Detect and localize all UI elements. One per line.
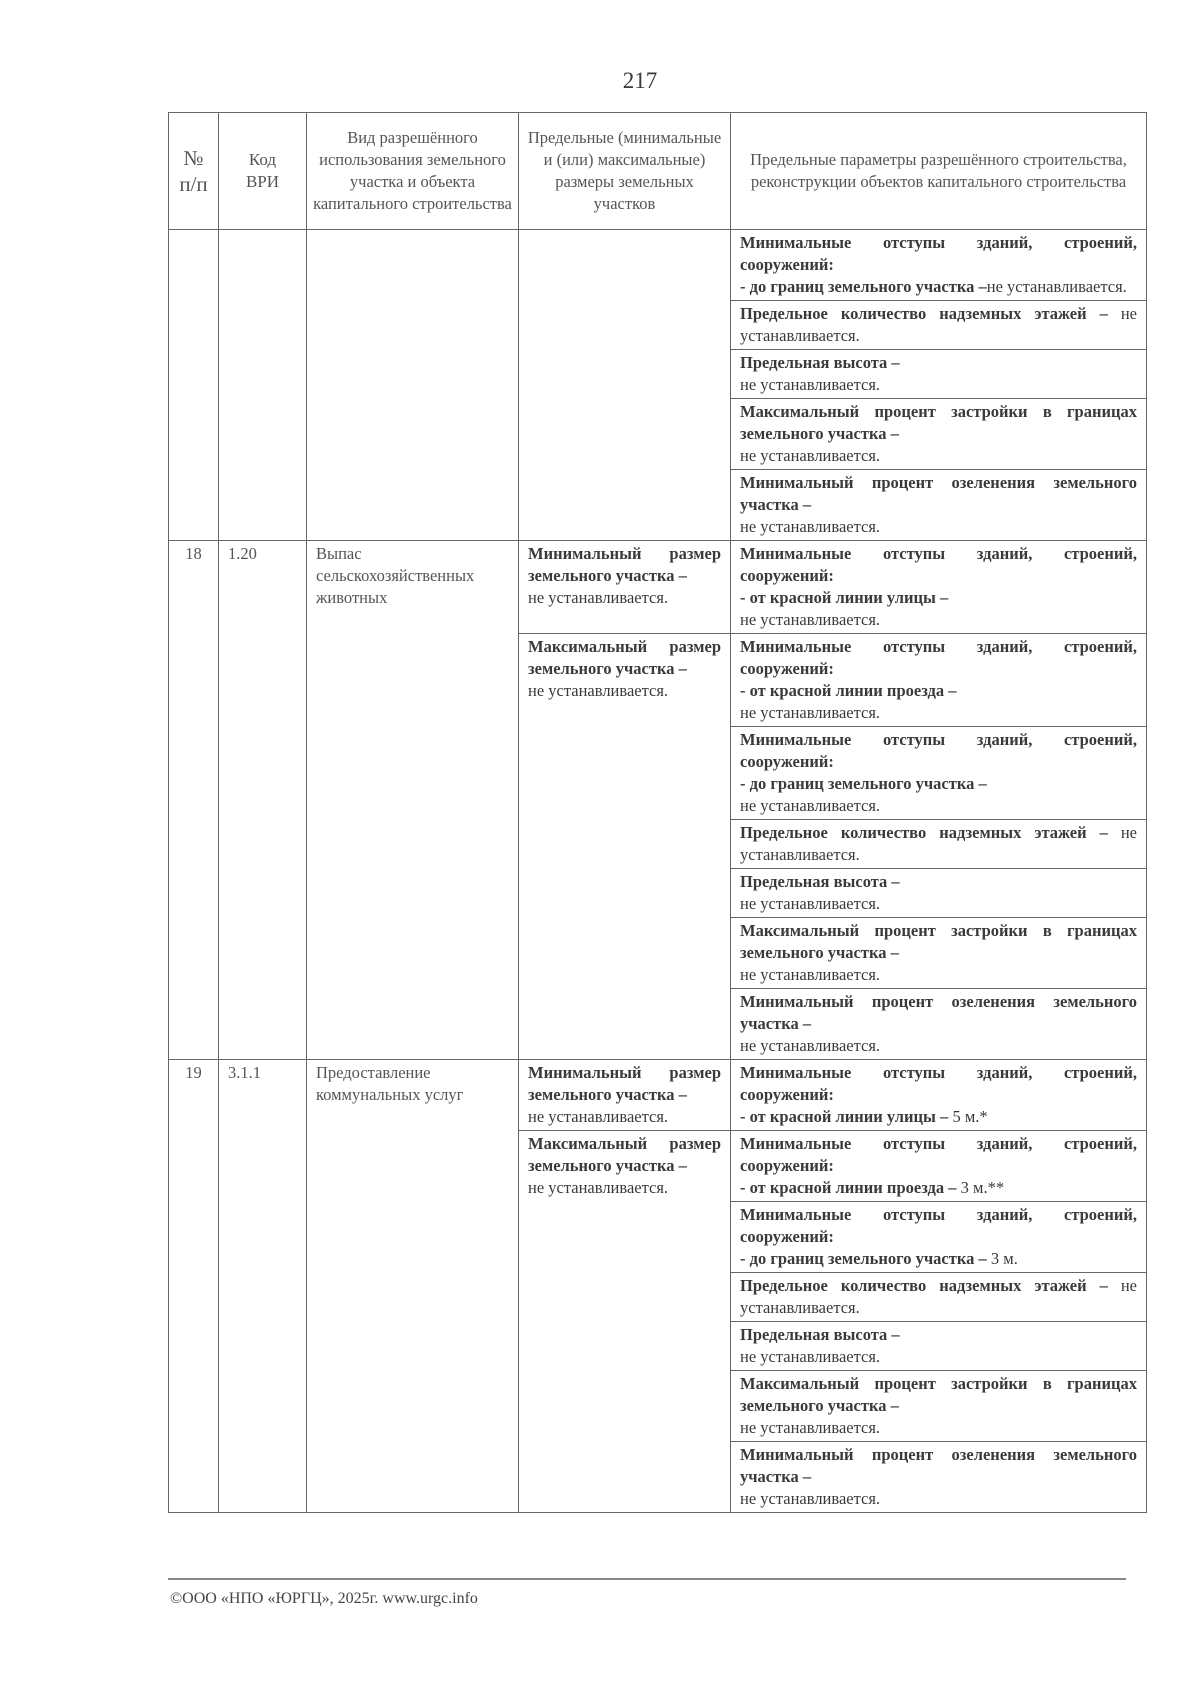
param-value: не устанавливается.	[740, 965, 881, 984]
param-value: 3 м.**	[956, 1178, 1005, 1197]
code-cell: 3.1.1	[219, 1060, 307, 1513]
build-param-cell	[731, 1371, 1147, 1442]
param-label: Минимальные отступы зданий, строений, сооружений: - от красной линии проезда –	[740, 1134, 1137, 1197]
plot-size-cell	[519, 1131, 731, 1513]
footer-divider	[168, 1578, 1126, 1580]
use-type-cell: Предоставление коммунальных услуг	[307, 1060, 519, 1513]
build-param-cell	[731, 1131, 1147, 1202]
param-label: Предельное количество надземных этажей –	[740, 823, 1108, 842]
build-param-cell	[731, 230, 1147, 301]
build-param-cell	[731, 1322, 1147, 1371]
header-plot-sizes: Предельные (минимальные и (или) максимальные) размеры земельных участков	[519, 113, 731, 230]
param-label: Предельная высота –	[740, 353, 900, 372]
param-label: Предельное количество надземных этажей –	[740, 304, 1108, 323]
param-label: Минимальные отступы зданий, строений, сооружений: - от красной линии проезда –	[740, 637, 1137, 700]
build-param-cell	[731, 399, 1147, 470]
table-row	[169, 230, 1147, 301]
num-cell	[169, 230, 219, 541]
build-param-cell	[731, 350, 1147, 399]
build-param-cell	[731, 541, 1147, 634]
param-value: 5 м.*	[948, 1107, 988, 1126]
table-header-row	[169, 113, 1147, 230]
param-label: Минимальные отступы зданий, строений, сооружений: - до границ земельного участка –	[740, 730, 1137, 793]
param-label: Предельная высота –	[740, 1325, 900, 1344]
build-param-cell	[731, 918, 1147, 989]
param-label: Максимальный процент застройки в границах земельного участка –	[740, 402, 1137, 443]
param-value: не устанавливается.	[740, 1276, 1137, 1317]
param-value: не устанавливается.	[740, 517, 881, 536]
param-value: не устанавливается.	[740, 823, 1137, 864]
param-label: Минимальные отступы зданий, строений, сооружений: - до границ земельного участка –	[740, 1205, 1137, 1268]
param-value: не устанавливается.	[740, 796, 881, 815]
footer-copyright: ©ООО «НПО «ЮРГЦ», 2025г. www.urgc.info	[170, 1590, 478, 1607]
plot-size-cell	[519, 634, 731, 1060]
page-number: 217	[622, 68, 658, 93]
param-value: не устанавливается.	[740, 610, 881, 629]
param-label: Минимальные отступы зданий, строений, сооружений: - до границ земельного участка –	[740, 233, 1137, 296]
num-cell: 19	[169, 1060, 219, 1513]
build-param-cell	[731, 727, 1147, 820]
size-value: не устанавливается.	[528, 1178, 669, 1197]
param-label: Предельное количество надземных этажей –	[740, 1276, 1108, 1295]
header-num: № п/п	[169, 113, 219, 230]
table-row	[169, 541, 1147, 634]
code-cell: 1.20	[219, 541, 307, 1060]
param-label: Минимальный процент озеленения земельного участка –	[740, 473, 1137, 514]
param-label: Максимальный процент застройки в границах земельного участка –	[740, 921, 1137, 962]
param-value: не устанавливается.	[740, 375, 881, 394]
param-value: не устанавливается.	[740, 304, 1137, 345]
build-param-cell	[731, 470, 1147, 541]
size-value: не устанавливается.	[528, 681, 669, 700]
size-value: не устанавливается.	[528, 588, 669, 607]
header-build-params: Предельные параметры разрешённого строительства, реконструкции объектов капитального строительства	[731, 113, 1147, 230]
param-value: не устанавливается.	[740, 1418, 881, 1437]
param-value: 3 м.	[986, 1249, 1018, 1268]
param-value: не устанавливается.	[740, 1347, 881, 1366]
param-label: Минимальные отступы зданий, строений, сооружений: - от красной линии улицы –	[740, 544, 1137, 607]
param-label: Минимальные отступы зданий, строений, сооружений: - от красной линии улицы –	[740, 1063, 1137, 1126]
header-code: Код ВРИ	[219, 113, 307, 230]
table-body	[169, 230, 1147, 1513]
plot-size-cell	[519, 1060, 731, 1131]
table-row	[169, 1060, 1147, 1131]
build-param-cell	[731, 1442, 1147, 1513]
param-value: не устанавливается.	[740, 894, 881, 913]
param-label: Минимальный процент озеленения земельного участка –	[740, 992, 1137, 1033]
param-value: не устанавливается.	[986, 277, 1127, 296]
param-label: Максимальный процент застройки в границах земельного участка –	[740, 1374, 1137, 1415]
param-label: Предельная высота –	[740, 872, 900, 891]
use-type-cell	[307, 230, 519, 541]
build-param-cell	[731, 1202, 1147, 1273]
param-value: не устанавливается.	[740, 1489, 881, 1508]
header-use-type: Вид разрешённого использования земельного участка и объекта капитального строительства	[307, 113, 519, 230]
size-label: Максимальный размер земельного участка –	[528, 1134, 721, 1175]
use-type-cell: Выпас сельскохозяйственных животных	[307, 541, 519, 1060]
plot-size-cell	[519, 541, 731, 634]
regulations-table	[168, 112, 1147, 1513]
build-param-cell	[731, 989, 1147, 1060]
build-param-cell	[731, 1273, 1147, 1322]
size-label: Минимальный размер земельного участка –	[528, 544, 721, 585]
param-value: не устанавливается.	[740, 446, 881, 465]
plot-size-cell	[519, 230, 731, 541]
build-param-cell	[731, 634, 1147, 727]
code-cell	[219, 230, 307, 541]
size-value: не устанавливается.	[528, 1107, 669, 1126]
build-param-cell	[731, 1060, 1147, 1131]
size-label: Максимальный размер земельного участка –	[528, 637, 721, 678]
build-param-cell	[731, 301, 1147, 350]
size-label: Минимальный размер земельного участка –	[528, 1063, 721, 1104]
param-value: не устанавливается.	[740, 1036, 881, 1055]
num-cell: 18	[169, 541, 219, 1060]
param-label: Минимальный процент озеленения земельного участка –	[740, 1445, 1137, 1486]
build-param-cell	[731, 820, 1147, 869]
param-value: не устанавливается.	[740, 703, 881, 722]
build-param-cell	[731, 869, 1147, 918]
